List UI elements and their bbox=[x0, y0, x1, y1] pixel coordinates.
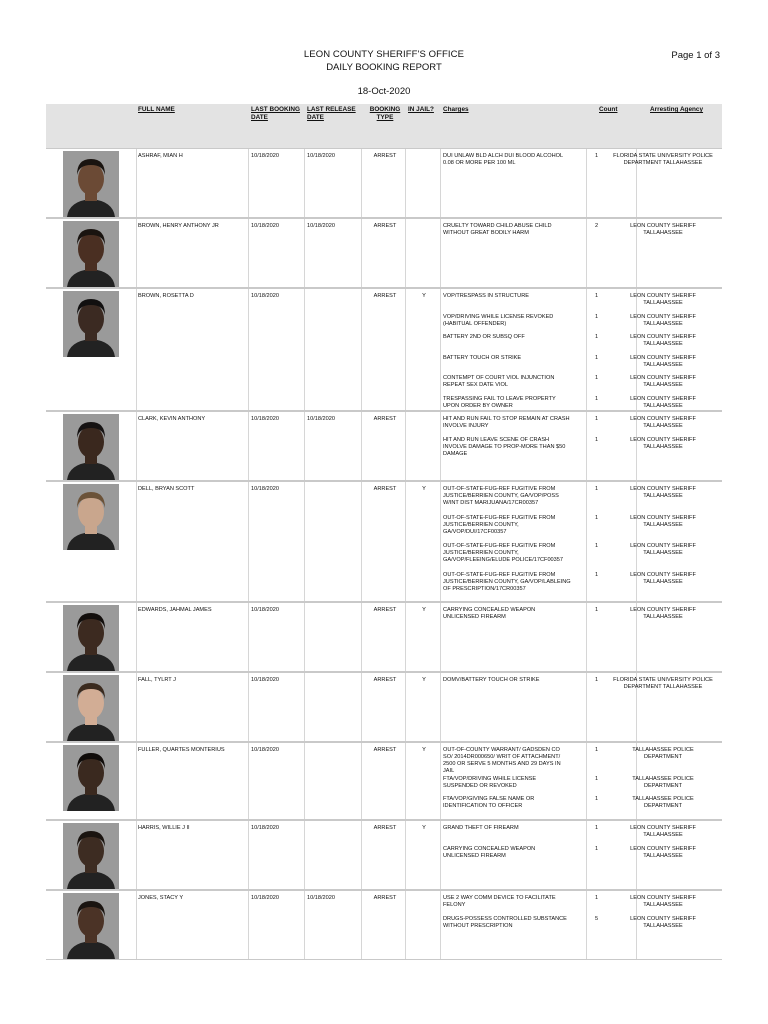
charge-item bbox=[443, 515, 696, 543]
arresting-agency: TALLAHASSEE POLICE DEPARTMENT bbox=[632, 747, 694, 760]
charge-item bbox=[443, 915, 696, 930]
booking-table bbox=[46, 148, 722, 960]
column-divider bbox=[136, 891, 137, 960]
col-last-release-line1: LAST RELEASE bbox=[307, 106, 356, 113]
column-divider bbox=[440, 149, 441, 218]
column-divider bbox=[361, 821, 362, 890]
column-divider bbox=[136, 289, 137, 411]
arresting-agency: LEON COUNTY SHERIFF TALLAHASSEE bbox=[630, 572, 696, 585]
charge-count: 1 bbox=[595, 375, 599, 381]
booking-type: ARREST bbox=[373, 607, 397, 613]
charge-count: 2 bbox=[595, 223, 599, 229]
arresting-agency: LEON COUNTY SHERIFF TALLAHASSEE bbox=[630, 436, 696, 450]
last-booking-date: 10/18/2020 bbox=[251, 486, 279, 492]
booking-type: ARREST bbox=[373, 293, 397, 299]
last-release-date: 10/18/2020 bbox=[307, 153, 335, 159]
charges-list bbox=[443, 293, 696, 410]
col-count: Count bbox=[599, 106, 618, 113]
column-divider bbox=[586, 743, 587, 820]
column-divider bbox=[405, 482, 406, 602]
table-row bbox=[46, 820, 722, 890]
column-divider bbox=[136, 149, 137, 218]
column-divider bbox=[248, 603, 249, 672]
charges-list bbox=[443, 895, 696, 930]
charge-count: 1 bbox=[595, 515, 599, 521]
col-full-name: FULL NAME bbox=[138, 106, 175, 113]
column-divider bbox=[248, 149, 249, 218]
charge-item bbox=[443, 543, 696, 572]
arresting-agency: LEON COUNTY SHERIFF TALLAHASSEE bbox=[630, 915, 696, 929]
column-divider bbox=[405, 289, 406, 411]
column-divider bbox=[361, 482, 362, 602]
arresting-agency: LEON COUNTY SHERIFF TALLAHASSEE bbox=[630, 895, 696, 908]
full-name: JONES, STACY Y bbox=[138, 895, 184, 901]
mugshot-image bbox=[63, 675, 119, 741]
charge-text: CARRYING CONCEALED WEAPON UNLICENSED FIREARM bbox=[443, 607, 536, 620]
column-divider bbox=[304, 821, 305, 890]
arresting-agency: LEON COUNTY SHERIFF TALLAHASSEE bbox=[630, 354, 696, 368]
in-jail: Y bbox=[422, 293, 426, 299]
column-divider bbox=[586, 891, 587, 960]
charge-text: OUT-OF-COUNTY WARRANT/ GADSDEN CO SO/ 2014DR000650/ WRIT OF ATTACHMENT/ 2500 OR SERVE 5 MONTHS AND 29 DAYS IN JAIL bbox=[443, 747, 561, 774]
charge-text: CRUELTY TOWARD CHILD ABUSE CHILD WITHOUT GREAT BODILY HARM bbox=[443, 223, 552, 236]
charge-text: DOMV/BATTERY TOUCH OR STRIKE bbox=[443, 677, 540, 683]
photo-cell bbox=[46, 149, 136, 218]
charge-text: HIT AND RUN LEAVE SCENE OF CRASH INVOLVE DAMAGE TO PROP-MORE THAN $50 DAMAGE bbox=[443, 436, 566, 457]
booking-type: ARREST bbox=[373, 895, 397, 901]
charges-list bbox=[443, 486, 696, 593]
charge-text: OUT-OF-STATE-FUG-REF FUGITIVE FROM JUSTICE/BERRIEN COUNTY, GA/VOP/LABLEING OF PRESCRIPTION/17CR00357 bbox=[443, 572, 571, 592]
photo-cell bbox=[46, 412, 136, 481]
charge-item bbox=[443, 607, 696, 621]
arresting-agency: LEON COUNTY SHERIFF TALLAHASSEE bbox=[630, 334, 696, 347]
charge-count: 1 bbox=[595, 334, 599, 340]
full-name: EDWARDS, JAHMAL JAMES bbox=[138, 607, 212, 613]
charge-count: 1 bbox=[595, 293, 599, 299]
charge-text: VOP/DRIVING WHILE LICENSE REVOKED (HABITUAL OFFENDER) bbox=[443, 313, 554, 327]
last-release-date: 10/18/2020 bbox=[307, 416, 335, 422]
column-divider bbox=[248, 891, 249, 960]
charges-list bbox=[443, 607, 696, 621]
column-divider bbox=[136, 821, 137, 890]
col-charges: Charges bbox=[443, 106, 469, 113]
column-divider bbox=[248, 219, 249, 288]
mugshot-image bbox=[63, 221, 119, 287]
report-name: DAILY BOOKING REPORT bbox=[326, 62, 442, 73]
charge-text: FTA/VOP/GIVING FALSE NAME OR IDENTIFICATION TO OFFICER bbox=[443, 796, 535, 809]
report-title-block bbox=[0, 48, 768, 74]
arresting-agency: LEON COUNTY SHERIFF TALLAHASSEE bbox=[630, 416, 696, 429]
mugshot-image bbox=[63, 823, 119, 889]
last-booking-date: 10/18/2020 bbox=[251, 607, 279, 613]
photo-cell bbox=[46, 821, 136, 890]
charge-count: 5 bbox=[595, 915, 599, 922]
charge-count: 1 bbox=[595, 313, 599, 320]
column-divider bbox=[586, 412, 587, 481]
charge-text: HIT AND RUN FAIL TO STOP REMAIN AT CRASH INVOLVE INJURY bbox=[443, 416, 570, 429]
col-last-booking bbox=[251, 106, 300, 122]
column-header-bar bbox=[46, 104, 722, 148]
arresting-agency: FLORIDA STATE UNIVERSITY POLICE DEPARTMENT TALLAHASSEE bbox=[613, 153, 713, 166]
column-divider bbox=[440, 412, 441, 481]
charge-text: OUT-OF-STATE-FUG-REF FUGITIVE FROM JUSTICE/BERRIEN COUNTY, GA/VOP/POSS W/INT DIST MARIJUANA/17CR00357 bbox=[443, 486, 559, 506]
column-divider bbox=[248, 743, 249, 820]
charge-item bbox=[443, 354, 696, 376]
column-divider bbox=[136, 412, 137, 481]
charges-list bbox=[443, 223, 696, 237]
col-booking-type bbox=[364, 106, 406, 122]
booking-type: ARREST bbox=[373, 825, 397, 831]
charge-count: 1 bbox=[595, 607, 599, 613]
photo-cell bbox=[46, 891, 136, 960]
last-release-date: 10/18/2020 bbox=[307, 223, 335, 229]
arresting-agency: LEON COUNTY SHERIFF TALLAHASSEE bbox=[630, 825, 696, 838]
charge-item bbox=[443, 375, 696, 396]
charge-count: 1 bbox=[595, 895, 599, 901]
charge-count: 1 bbox=[595, 486, 599, 492]
column-divider bbox=[636, 289, 637, 411]
full-name: CLARK, KEVIN ANTHONY bbox=[138, 416, 206, 422]
booking-type: ARREST bbox=[373, 416, 397, 422]
charge-item bbox=[443, 572, 696, 593]
column-divider bbox=[136, 482, 137, 602]
in-jail: Y bbox=[422, 677, 426, 683]
column-divider bbox=[136, 743, 137, 820]
photo-cell bbox=[46, 482, 136, 602]
last-booking-date: 10/18/2020 bbox=[251, 223, 279, 229]
charge-item bbox=[443, 776, 694, 796]
charge-text: OUT-OF-STATE-FUG-REF FUGITIVE FROM JUSTICE/BERRIEN COUNTY, GA/VOP/FLEEING/ELUDE POLICE/17CF00357 bbox=[443, 543, 564, 563]
column-divider bbox=[304, 673, 305, 742]
charge-text: BATTERY 2ND OR SUBSQ OFF bbox=[443, 334, 525, 340]
full-name: HARRIS, WILLIE J II bbox=[138, 825, 190, 831]
mugshot-image bbox=[63, 151, 119, 217]
mugshot-image bbox=[63, 605, 119, 671]
table-row bbox=[46, 890, 722, 960]
charge-text: GRAND THEFT OF FIREARM bbox=[443, 825, 519, 831]
column-divider bbox=[405, 743, 406, 820]
charges-list bbox=[443, 677, 713, 690]
photo-cell bbox=[46, 603, 136, 672]
charge-item bbox=[443, 334, 696, 355]
col-last-release-line2: DATE bbox=[307, 114, 324, 121]
column-divider bbox=[361, 673, 362, 742]
table-row bbox=[46, 742, 722, 820]
col-last-booking-line2: DATE bbox=[251, 114, 268, 121]
charge-count: 1 bbox=[595, 677, 599, 683]
column-divider bbox=[248, 289, 249, 411]
last-booking-date: 10/18/2020 bbox=[251, 416, 279, 422]
col-booking-type-line2: TYPE bbox=[376, 114, 394, 121]
column-divider bbox=[361, 289, 362, 411]
last-booking-date: 10/18/2020 bbox=[251, 825, 279, 831]
column-divider bbox=[361, 149, 362, 218]
charge-text: FTA/VOP/DRIVING WHILE LICENSE SUSPENDED OR REVOKED bbox=[443, 776, 537, 789]
charge-item bbox=[443, 825, 696, 846]
charge-item bbox=[443, 153, 713, 167]
column-divider bbox=[361, 603, 362, 672]
arresting-agency: LEON COUNTY SHERIFF TALLAHASSEE bbox=[630, 845, 696, 859]
column-divider bbox=[304, 149, 305, 218]
table-row bbox=[46, 602, 722, 672]
mugshot-image bbox=[63, 745, 119, 811]
charge-item bbox=[443, 436, 696, 458]
column-divider bbox=[304, 412, 305, 481]
charge-count: 1 bbox=[595, 747, 599, 753]
arresting-agency: LEON COUNTY SHERIFF TALLAHASSEE bbox=[630, 543, 696, 556]
column-divider bbox=[248, 821, 249, 890]
charges-list bbox=[443, 416, 696, 458]
column-divider bbox=[304, 603, 305, 672]
photo-cell bbox=[46, 289, 136, 411]
full-name: BROWN, HENRY ANTHONY JR bbox=[138, 223, 219, 229]
charge-item bbox=[443, 416, 696, 437]
charge-item bbox=[443, 223, 696, 237]
column-divider bbox=[361, 412, 362, 481]
table-row bbox=[46, 218, 722, 288]
column-divider bbox=[361, 743, 362, 820]
column-divider bbox=[440, 219, 441, 288]
booking-type: ARREST bbox=[373, 223, 397, 229]
last-booking-date: 10/18/2020 bbox=[251, 747, 279, 753]
charge-item bbox=[443, 845, 696, 860]
last-booking-date: 10/18/2020 bbox=[251, 895, 279, 901]
in-jail: Y bbox=[422, 486, 426, 492]
booking-type: ARREST bbox=[373, 486, 397, 492]
mugshot-image bbox=[63, 414, 119, 480]
column-divider bbox=[304, 743, 305, 820]
column-divider bbox=[440, 743, 441, 820]
booking-type: ARREST bbox=[373, 677, 397, 683]
charge-count: 1 bbox=[595, 776, 599, 782]
charge-count: 1 bbox=[595, 572, 599, 578]
charge-text: CARRYING CONCEALED WEAPON UNLICENSED FIREARM bbox=[443, 845, 536, 859]
full-name: DELL, BRYAN SCOTT bbox=[138, 486, 195, 492]
column-divider bbox=[440, 603, 441, 672]
booking-type: ARREST bbox=[373, 153, 397, 159]
column-divider bbox=[304, 891, 305, 960]
table-row bbox=[46, 288, 722, 411]
photo-cell bbox=[46, 219, 136, 288]
column-divider bbox=[304, 219, 305, 288]
page-number: Page 1 of 3 bbox=[671, 50, 720, 61]
charge-text: CONTEMPT OF COURT VIOL INJUNCTION REPEAT SEX DATE VIOL bbox=[443, 375, 555, 388]
column-divider bbox=[586, 289, 587, 411]
charge-text: OUT-OF-STATE-FUG-REF FUGITIVE FROM JUSTICE/BERRIEN COUNTY, GA/VOP/DUI/17CF00357 bbox=[443, 515, 556, 535]
col-last-release bbox=[307, 106, 356, 122]
full-name: FULLER, QUARTES MONTERIUS bbox=[138, 747, 225, 753]
column-divider bbox=[136, 219, 137, 288]
column-divider bbox=[586, 603, 587, 672]
charge-item bbox=[443, 313, 696, 335]
charge-item bbox=[443, 747, 694, 776]
column-divider bbox=[361, 891, 362, 960]
charge-item bbox=[443, 796, 694, 810]
photo-cell bbox=[46, 743, 136, 820]
last-booking-date: 10/18/2020 bbox=[251, 677, 279, 683]
photo-cell bbox=[46, 673, 136, 742]
table-row bbox=[46, 148, 722, 218]
mugshot-image bbox=[63, 893, 119, 959]
column-divider bbox=[440, 891, 441, 960]
charges-list bbox=[443, 825, 696, 860]
column-divider bbox=[440, 673, 441, 742]
in-jail: Y bbox=[422, 607, 426, 613]
arresting-agency: LEON COUNTY SHERIFF TALLAHASSEE bbox=[630, 486, 696, 499]
charge-count: 1 bbox=[595, 796, 599, 802]
column-divider bbox=[304, 482, 305, 602]
charge-count: 1 bbox=[595, 436, 599, 443]
charge-count: 1 bbox=[595, 416, 599, 422]
col-last-booking-line1: LAST BOOKING bbox=[251, 106, 300, 113]
column-divider bbox=[136, 673, 137, 742]
arresting-agency: FLORIDA STATE UNIVERSITY POLICE DEPARTMENT TALLAHASSEE bbox=[613, 677, 713, 690]
column-divider bbox=[586, 219, 587, 288]
last-release-date: 10/18/2020 bbox=[307, 895, 335, 901]
mugshot-image bbox=[63, 484, 119, 550]
charge-count: 1 bbox=[595, 354, 599, 361]
column-divider bbox=[136, 603, 137, 672]
col-arresting-agency: Arresting Agency bbox=[650, 106, 704, 113]
charge-count: 1 bbox=[595, 825, 599, 831]
table-row bbox=[46, 411, 722, 481]
charge-count: 1 bbox=[595, 845, 599, 852]
charge-text: VOP/TRESPASS IN STRUCTURE bbox=[443, 293, 529, 299]
column-divider bbox=[361, 219, 362, 288]
column-divider bbox=[248, 482, 249, 602]
full-name: BROWN, ROSETTA D bbox=[138, 293, 194, 299]
arresting-agency: TALLAHASSEE POLICE DEPARTMENT bbox=[632, 796, 694, 809]
arresting-agency: TALLAHASSEE POLICE DEPARTMENT bbox=[632, 776, 694, 789]
charge-count: 1 bbox=[595, 153, 599, 159]
col-in-jail: IN JAIL? bbox=[408, 106, 434, 113]
charge-item bbox=[443, 895, 696, 916]
table-row bbox=[46, 481, 722, 602]
mugshot-image bbox=[63, 291, 119, 357]
arresting-agency: LEON COUNTY SHERIFF TALLAHASSEE bbox=[630, 375, 696, 388]
charge-item bbox=[443, 486, 696, 515]
charge-item bbox=[443, 395, 696, 410]
column-divider bbox=[304, 289, 305, 411]
charge-count: 1 bbox=[595, 395, 599, 402]
column-divider bbox=[248, 673, 249, 742]
column-divider bbox=[586, 149, 587, 218]
charge-text: USE 2 WAY COMM DEVICE TO FACILITATE FELONY bbox=[443, 895, 556, 908]
charges-list bbox=[443, 747, 694, 810]
arresting-agency: LEON COUNTY SHERIFF TALLAHASSEE bbox=[630, 515, 696, 528]
column-divider bbox=[586, 821, 587, 890]
charge-text: TRESPASSING FAIL TO LEAVE PROPERTY UPON ORDER BY OWNER bbox=[443, 395, 556, 409]
charge-item bbox=[443, 293, 696, 314]
charge-count: 1 bbox=[595, 543, 599, 549]
arresting-agency: LEON COUNTY SHERIFF TALLAHASSEE bbox=[630, 293, 696, 306]
charge-item bbox=[443, 677, 713, 690]
column-divider bbox=[440, 482, 441, 602]
table-row bbox=[46, 672, 722, 742]
col-booking-type-line1: BOOKING bbox=[369, 106, 401, 113]
report-date: 18-Oct-2020 bbox=[357, 86, 411, 97]
arresting-agency: LEON COUNTY SHERIFF TALLAHASSEE bbox=[630, 607, 696, 620]
last-booking-date: 10/18/2020 bbox=[251, 293, 279, 299]
full-name: ASHRAF, MIAN H bbox=[138, 153, 183, 159]
arresting-agency: LEON COUNTY SHERIFF TALLAHASSEE bbox=[630, 395, 696, 409]
charge-text: BATTERY TOUCH OR STRIKE bbox=[443, 354, 522, 361]
charge-text: DRUGS-POSSESS CONTROLLED SUBSTANCE WITHOUT PRESCRIPTION bbox=[443, 915, 567, 929]
column-divider bbox=[248, 412, 249, 481]
column-divider bbox=[440, 821, 441, 890]
office-name: LEON COUNTY SHERIFF'S OFFICE bbox=[303, 49, 465, 60]
charges-list bbox=[443, 153, 713, 167]
in-jail: Y bbox=[422, 825, 426, 831]
column-divider bbox=[440, 289, 441, 411]
booking-type: ARREST bbox=[373, 747, 397, 753]
last-booking-date: 10/18/2020 bbox=[251, 153, 279, 159]
arresting-agency: LEON COUNTY SHERIFF TALLAHASSEE bbox=[630, 313, 696, 327]
in-jail: Y bbox=[422, 747, 426, 753]
arresting-agency: LEON COUNTY SHERIFF TALLAHASSEE bbox=[630, 223, 696, 236]
column-divider bbox=[586, 482, 587, 602]
charge-text: DUI UNLAW BLD ALCH DUI BLOOD ALCOHOL 0.08 OR MORE PER 100 ML bbox=[443, 153, 563, 166]
full-name: FALL, TYLRT J bbox=[138, 677, 176, 683]
column-divider bbox=[586, 673, 587, 742]
